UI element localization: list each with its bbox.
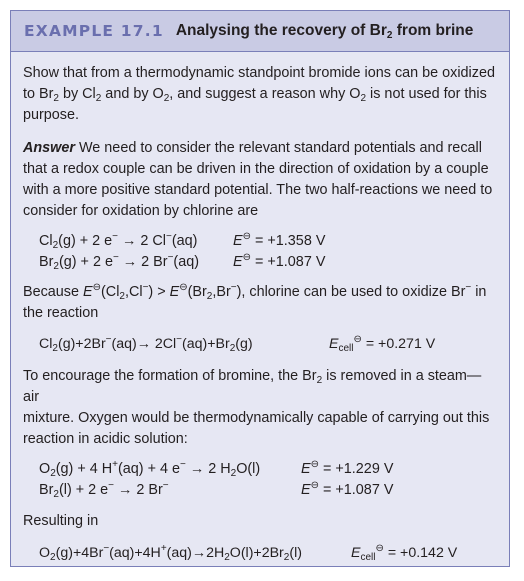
ecell-value: $E_{cell}^⊖ = +0.271$ V (329, 334, 436, 354)
example-header (11, 11, 509, 52)
half-reactions-chlorine (23, 231, 497, 273)
equation-row: $Br_2(l) + 2$ e− → 2 Br− E⊖ = +1.087 V (39, 480, 394, 500)
equation-row: $Cl_2(g) + 2$ e− → 2 Cl−(aq) E⊖ = +1.358 V (39, 231, 326, 251)
resulting-label: Resulting in (23, 513, 99, 529)
answer-paragraph: Answer We need to consider the relevant standard potentials and recall that a redox couple can be driven in the direction of oxidation by a couple with a more positive standard potential. The two half-reactions we need to consider for oxidation by chlorine are (23, 140, 493, 219)
answer-label: Answer (23, 140, 75, 156)
example-number: EXAMPLE 17.1 (24, 22, 164, 40)
ecell-value: $E_{cell}^⊖ = +0.142$ V (351, 543, 458, 563)
half-reactions-oxygen (23, 459, 497, 501)
equation-row: $O_2(g) + 4$ H+(aq) + 4 e− → 2 $H_2O(l)$ E⊖ = +1.229 V (39, 459, 394, 479)
overall-reaction-oxygen: $O_2(g)+4Br^-(aq)+4H^+(aq)\to 2H_2O(l)+2Br_2(l)$ $E_{cell}^⊖ = +0.142$ V (39, 543, 458, 563)
example-title: Analysing the recovery of $Br_2$ from brine (175, 22, 474, 41)
encourage-paragraph: To encourage the formation of bromine, the $Br_2$ is removed in a steam—air mixture. Oxygen would be thermodynamically capable of carrying out this reaction in acidic solution: (23, 368, 490, 447)
example-box (10, 10, 510, 567)
example-content (11, 52, 509, 567)
because-paragraph: Because $E^⊖(Cl_2,Cl^-) > E^⊖(Br_2,Br^-)$, chlorine can be used to oxidize Br− in the reaction (23, 282, 487, 321)
reaction-chlorine-bromide: $Cl_2(g)+2Br^-(aq)\to 2Cl^-(aq)+Br_2(g)$ $E_{cell}^⊖ = +0.271$ V (39, 334, 436, 354)
question-paragraph: Show that from a thermodynamic standpoint bromide ions can be oxidized to $Br_2$ by $Cl_2$ and by $O_2$, and suggest a reason why $O_2$ is not used for this purpose. (23, 65, 495, 123)
equation-row: $Br_2(g) + 2$ e− → 2 Br−(aq) E⊖ = +1.087 V (39, 252, 326, 272)
